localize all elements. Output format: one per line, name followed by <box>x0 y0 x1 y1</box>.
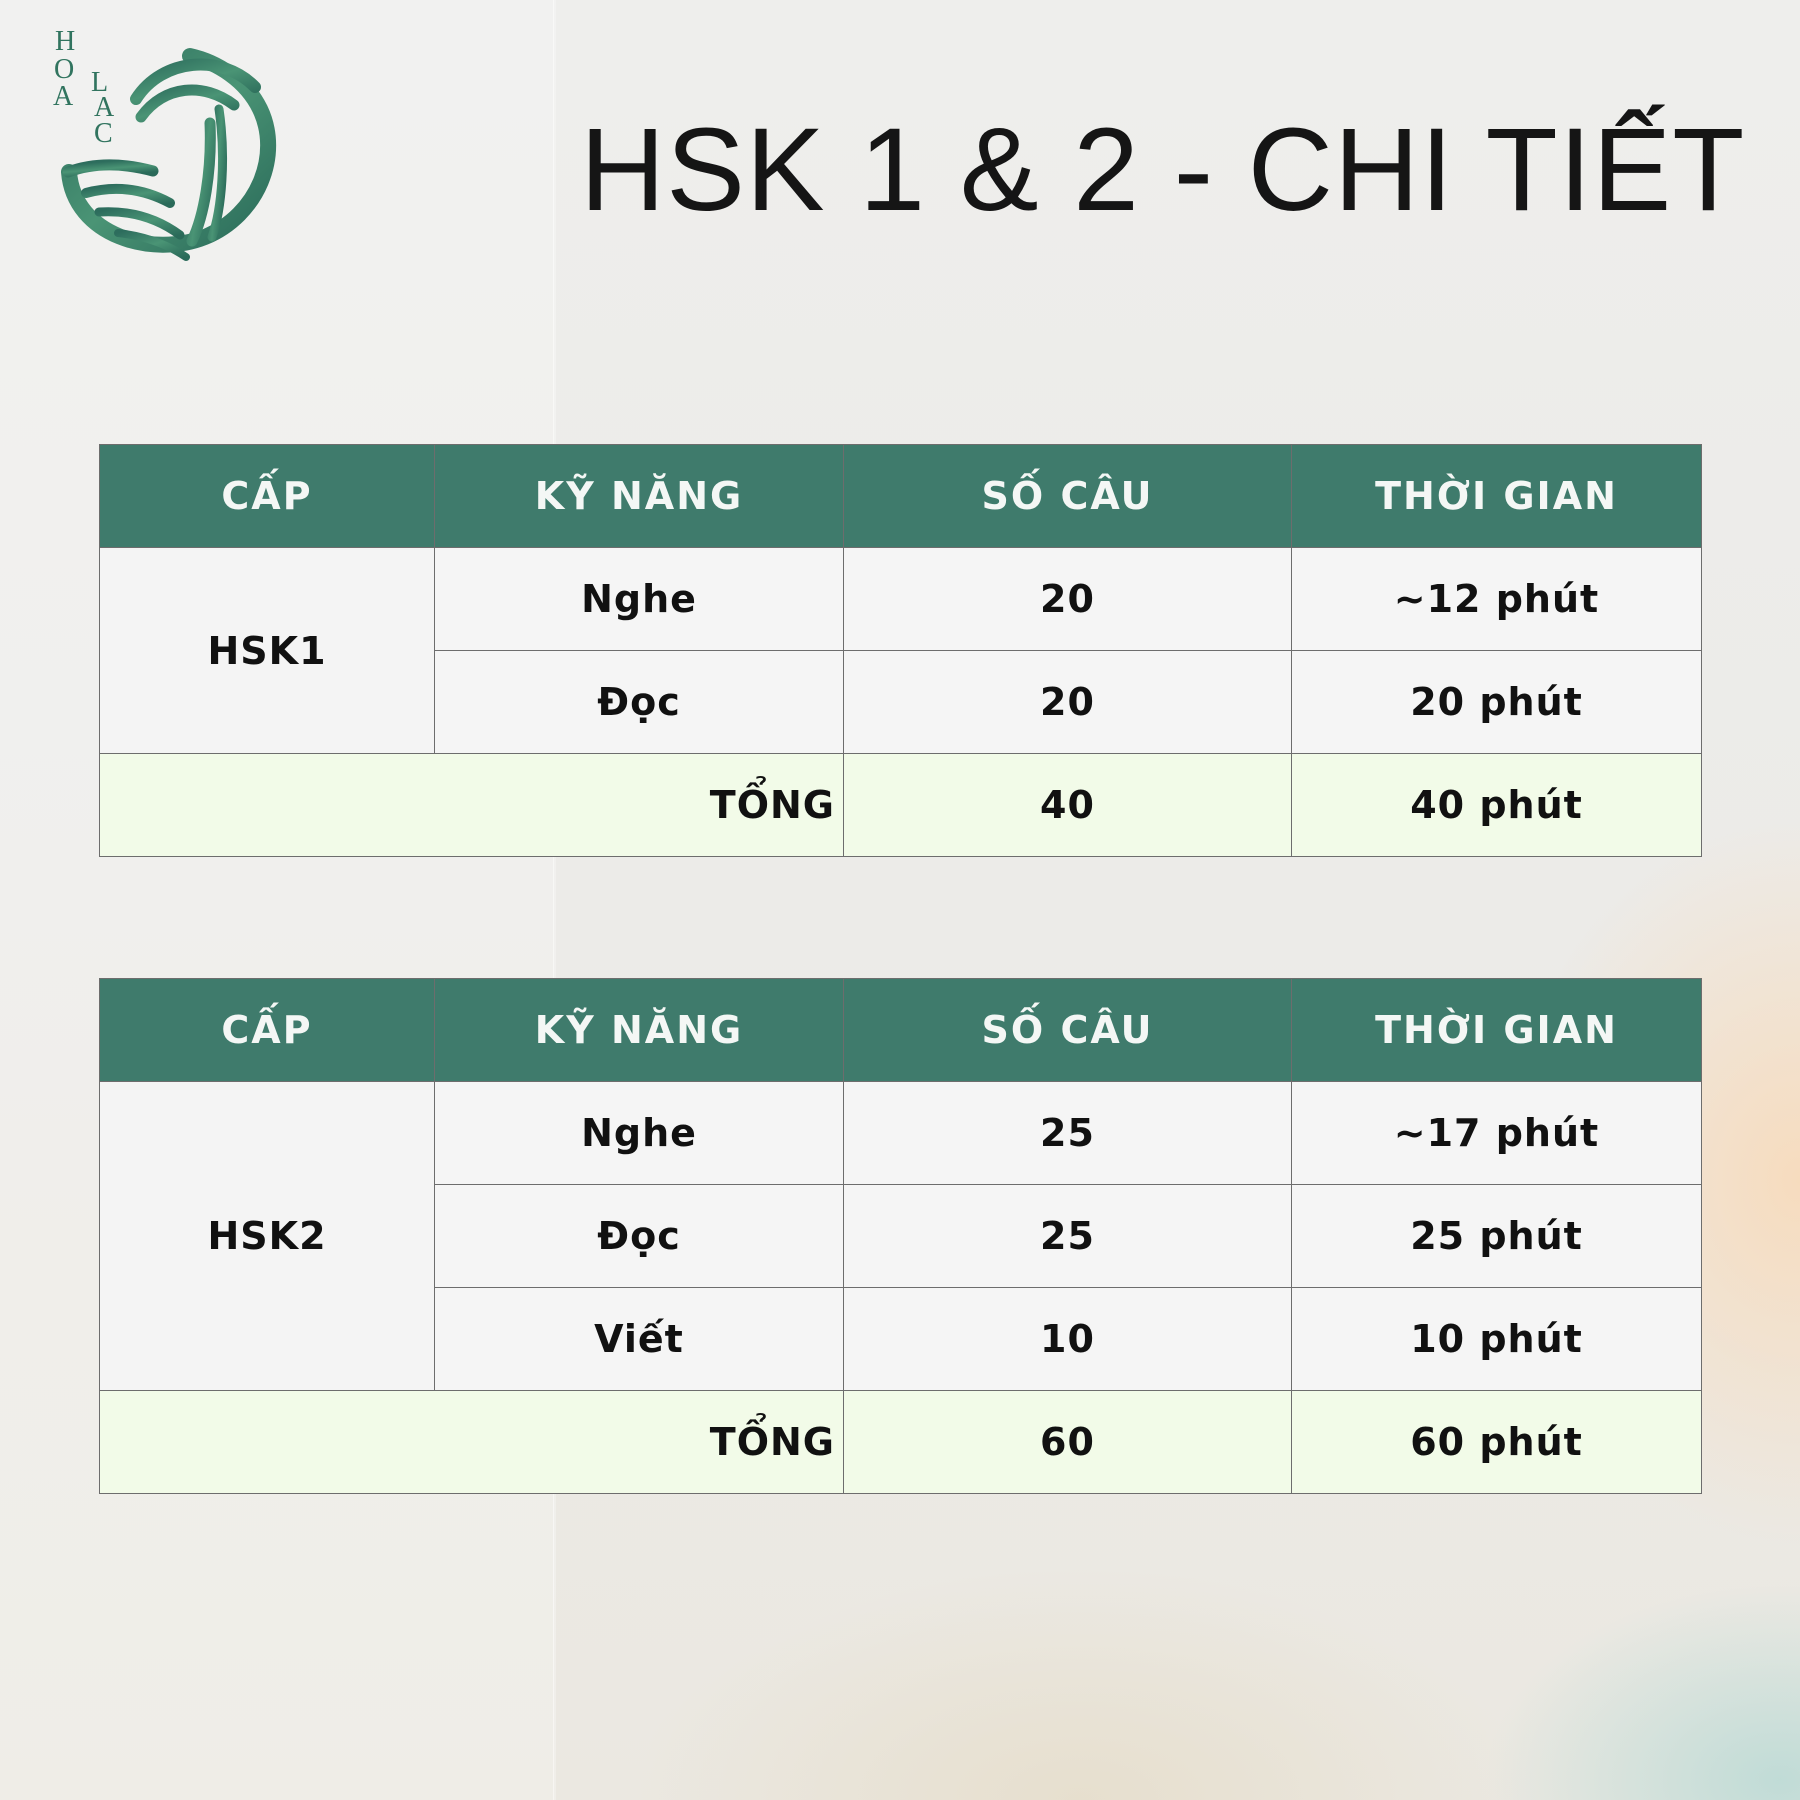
questions-cell: 25 <box>844 1185 1292 1288</box>
header-questions: SỐ CÂU <box>844 979 1292 1082</box>
hoa-lac-logo <box>42 25 282 270</box>
brand-letter: L <box>91 67 109 98</box>
time-cell: 20 phút <box>1292 651 1702 754</box>
skill-cell: Đọc <box>435 1185 844 1288</box>
questions-cell: 20 <box>844 651 1292 754</box>
total-label: TỔNG <box>100 754 844 857</box>
level-cell: HSK1 <box>100 548 435 754</box>
hsk2-table <box>99 978 1702 1494</box>
time-cell: 10 phút <box>1292 1288 1702 1391</box>
header-time: THỜI GIAN <box>1292 445 1702 548</box>
skill-cell: Đọc <box>435 651 844 754</box>
table-row <box>100 1082 1702 1185</box>
logo-mark-icon <box>42 25 282 270</box>
questions-cell: 10 <box>844 1288 1292 1391</box>
brand-letter: H <box>55 26 76 57</box>
header-questions: SỐ CÂU <box>844 445 1292 548</box>
total-row <box>100 754 1702 857</box>
header-level: CẤP <box>100 979 435 1082</box>
skill-cell: Viết <box>435 1288 844 1391</box>
header-skill: KỸ NĂNG <box>435 445 844 548</box>
questions-cell: 25 <box>844 1082 1292 1185</box>
header-time: THỜI GIAN <box>1292 979 1702 1082</box>
total-time: 60 phút <box>1292 1391 1702 1494</box>
background-divider <box>553 0 556 1800</box>
time-cell: ~12 phút <box>1292 548 1702 651</box>
total-questions: 40 <box>844 754 1292 857</box>
table-header-row <box>100 445 1702 548</box>
table-header-row <box>100 979 1702 1082</box>
brand-letter: A <box>53 81 74 112</box>
time-cell: 25 phút <box>1292 1185 1702 1288</box>
title-block <box>580 104 1746 236</box>
brand-letter: C <box>94 118 113 149</box>
total-time: 40 phút <box>1292 754 1702 857</box>
table-row <box>100 548 1702 651</box>
header-level: CẤP <box>100 445 435 548</box>
page-title: HSK 1 & 2 - CHI TIẾT <box>580 104 1746 236</box>
total-questions: 60 <box>844 1391 1292 1494</box>
level-cell: HSK2 <box>100 1082 435 1391</box>
total-label: TỔNG <box>100 1391 844 1494</box>
left-background-panel <box>0 0 553 1800</box>
header-skill: KỸ NĂNG <box>435 979 844 1082</box>
time-cell: ~17 phút <box>1292 1082 1702 1185</box>
hsk1-table <box>99 444 1702 857</box>
brand-letter: O <box>54 54 75 85</box>
brand-letter: A <box>94 92 115 123</box>
questions-cell: 20 <box>844 548 1292 651</box>
skill-cell: Nghe <box>435 548 844 651</box>
total-row <box>100 1391 1702 1494</box>
skill-cell: Nghe <box>435 1082 844 1185</box>
